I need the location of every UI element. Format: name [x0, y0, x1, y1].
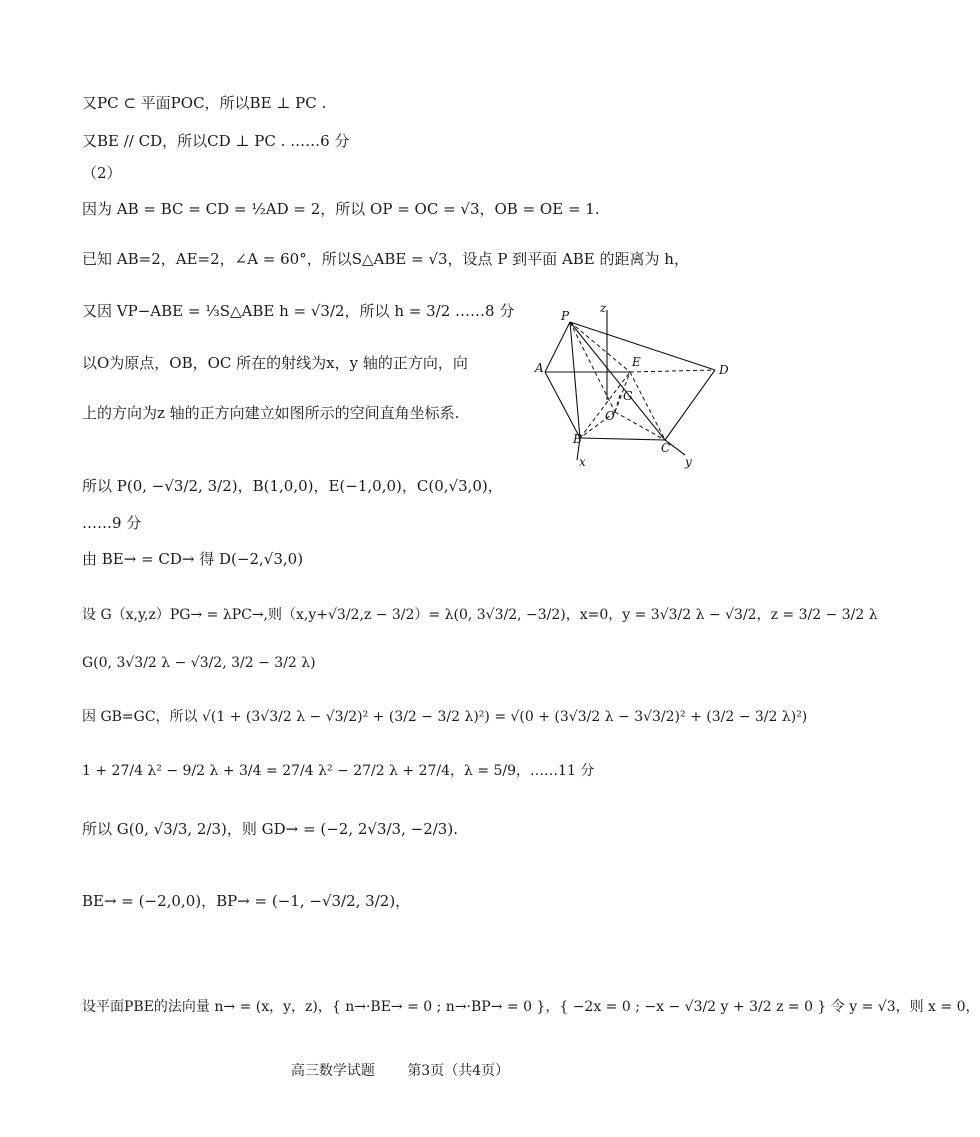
text-line-15: 1 + 27/4 λ² − 9/2 λ + 3/4 = 27/4 λ² − 27/2 λ + 27/4，λ = 5/9，……11 分 — [82, 763, 595, 779]
label-a: A — [535, 361, 544, 375]
text-line-12: 设 G（x,y,z）PG→ = λPC→,则（x,y+√3/2,z − 3/2）= λ(0, 3√3/2, −3/2)，x=0，y = 3√3/2 λ − √3/2，z = 3/2 − 3/2 λ — [82, 607, 878, 623]
text-line-9: 所以 P(0, −√3/2, 3/2)，B(1,0,0)，E(−1,0,0)，C(0,√3,0)， — [82, 477, 503, 495]
text-line-16: 所以 G(0, √3/3, 2/3)，则 GD→ = (−2, 2√3/3, −2/3). — [82, 820, 458, 838]
label-y: y — [685, 455, 692, 469]
text-line-4: 因为 AB = BC = CD = ½AD = 2，所以 OP = OC = √3，OB = OE = 1. — [82, 200, 600, 218]
text-line-13: G(0, 3√3/2 λ − √3/2, 3/2 − 3/2 λ) — [82, 655, 316, 671]
footer-subject: 高三数学试题 — [290, 1063, 375, 1079]
label-b: B — [573, 432, 582, 446]
text-line-1: 又PC ⊂ 平面POC，所以BE ⊥ PC . — [82, 94, 327, 112]
text-line-6: 又因 VP−ABE = ⅓S△ABE h = √3/2，所以 h = 3/2 ……8 分 — [82, 302, 515, 320]
footer-page-number: 第3页（共4页） — [407, 1063, 510, 1079]
text-line-2: 又BE // CD，所以CD ⊥ PC . ……6 分 — [82, 132, 350, 150]
text-line-8: 上的方向为z 轴的正方向建立如图所示的空间直角坐标系. — [82, 404, 460, 422]
page-footer — [0, 1060, 800, 1080]
text-line-11: 由 BE→ = CD→ 得 D(−2,√3,0) — [82, 550, 304, 568]
text-line-5: 已知 AB=2，AE=2，∠A = 60°，所以S△ABE = √3，设点 P 到平面 ABE 的距离为 h， — [82, 250, 689, 268]
text-line-3: （2） — [82, 164, 122, 182]
text-line-17: BE→ = (−2,0,0)，BP→ = (−1, −√3/2, 3/2)， — [82, 892, 411, 910]
label-d: D — [719, 363, 729, 377]
text-line-18: 设平面PBE的法向量 n→ = (x，y，z)，{ n→·BE→ = 0 ; n→·BP→ = 0 }，{ −2x = 0 ; −x − √3/2 y + 3/2 z = 0 } 令 y = √3，则 x = 0， — [82, 999, 980, 1015]
label-o: O — [605, 409, 615, 423]
label-p: P — [561, 309, 570, 323]
label-z: z — [600, 301, 607, 315]
pyramid-coordinate-figure — [535, 300, 750, 475]
label-e: E — [632, 355, 641, 369]
text-line-7: 以O为原点，OB，OC 所在的射线为x，y 轴的正方向，向 — [82, 354, 468, 372]
label-x: x — [579, 455, 586, 469]
label-g: G — [623, 389, 633, 403]
text-line-10: ……9 分 — [82, 514, 142, 532]
label-c: C — [661, 441, 671, 455]
text-line-14: 因 GB=GC，所以 √(1 + (3√3/2 λ − √3/2)² + (3/2 − 3/2 λ)²) = √(0 + (3√3/2 λ − 3√3/2)² + (3/2 − 3/2 λ)²) — [82, 709, 808, 725]
